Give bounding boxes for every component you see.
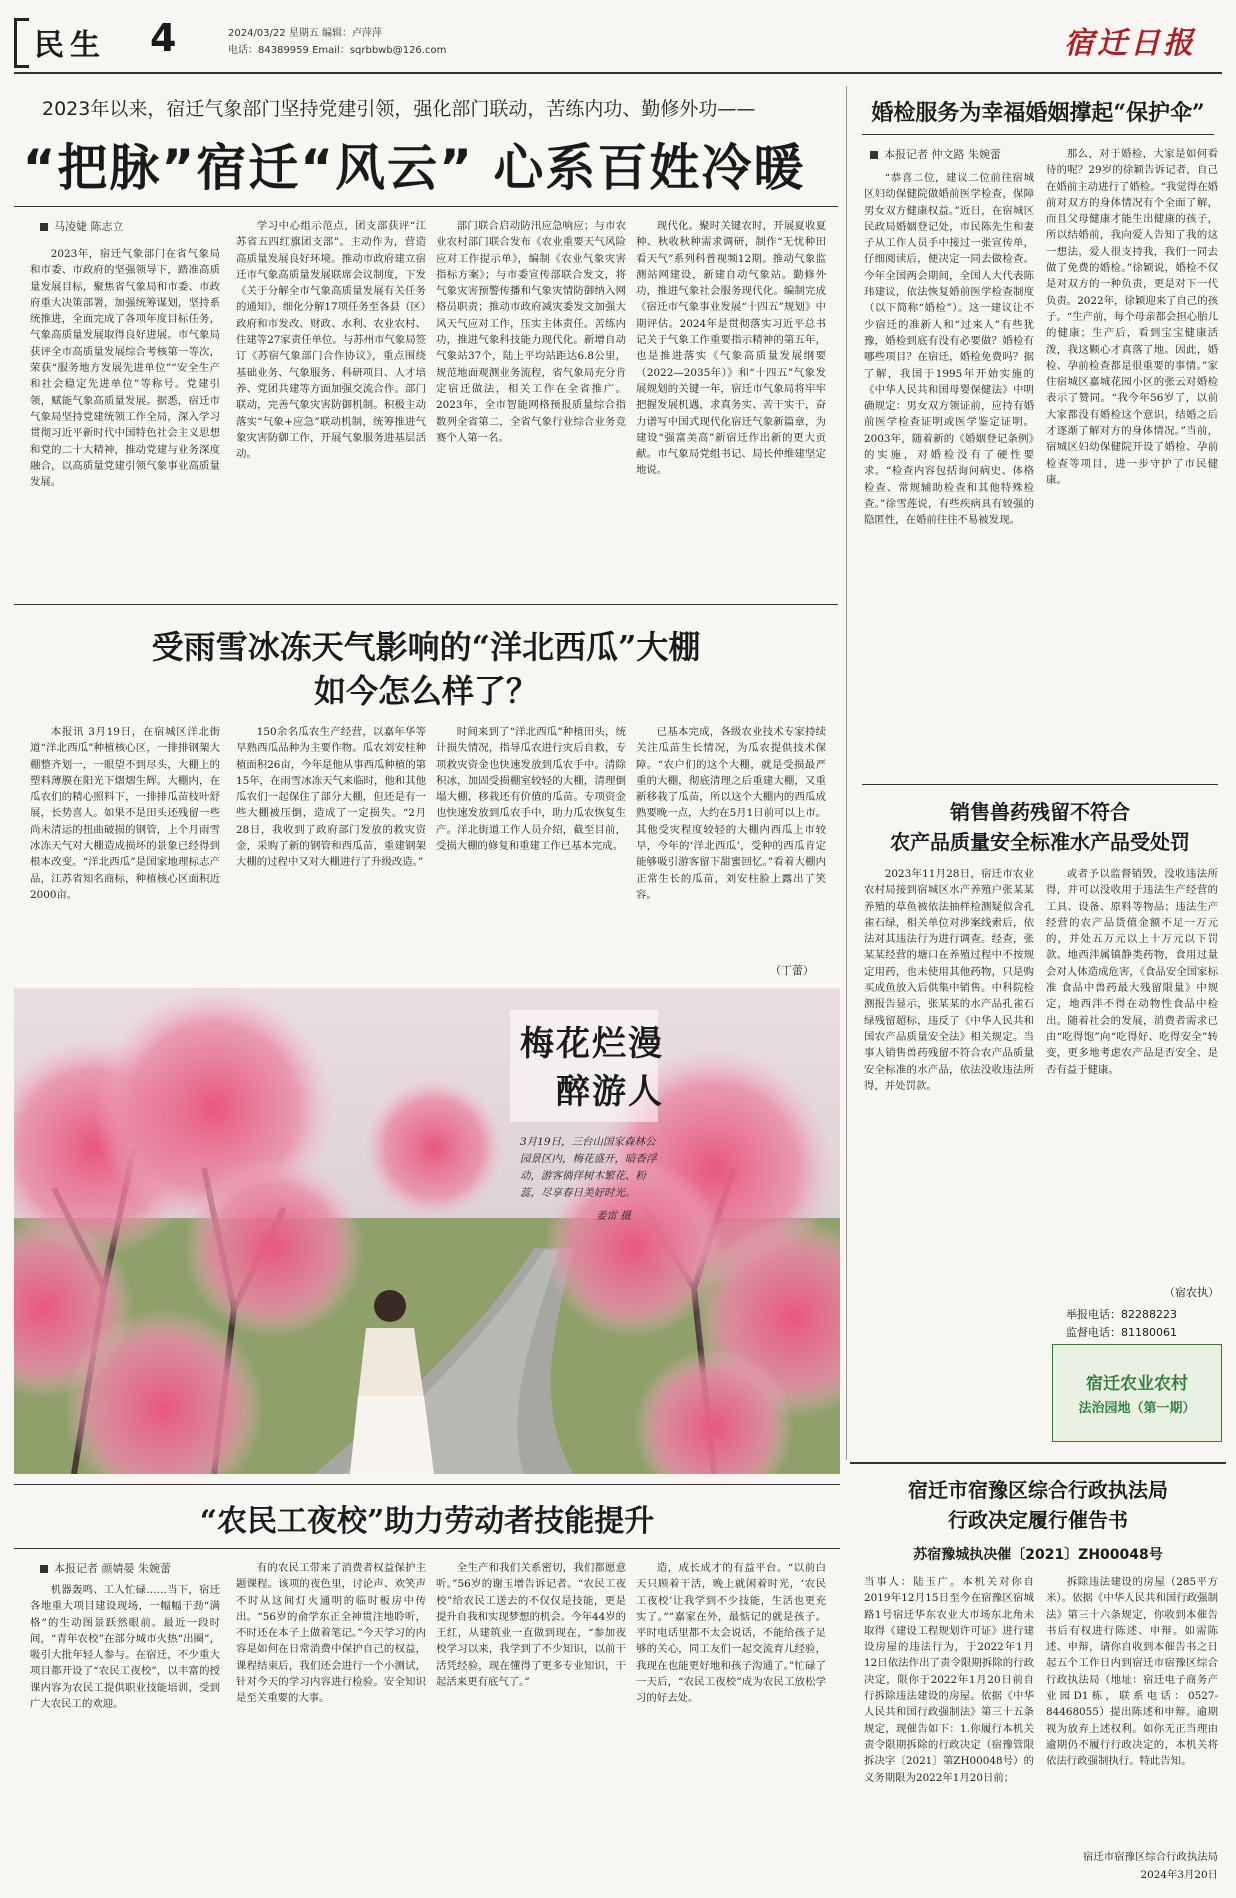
lead-byline: 马凌婕 陈志立 bbox=[40, 218, 124, 234]
logo-title: 宿迁农业农村 bbox=[1086, 1374, 1188, 1394]
notice-date: 2024年3月20日 bbox=[1140, 1869, 1218, 1881]
notice-doc-no: 苏宿豫城执决催〔2021〕ZH00048号 bbox=[913, 1547, 1163, 1563]
night-col-2: 有的农民工带来了消费者权益保护主题课程。该项的夜色里，讨论声、欢笑声不时从这间灯火通明的临时板房中传出。“56岁的俞学东正全神贯注地聆听，不时还在本子上做着笔记。”今天学习的内容是如何在日常消费中保护自己的权益，课程结束后，我们还会进行一个小测试，针对今天的学习内容进行检验。安全知识是至关重要的大事。 bbox=[236, 1562, 426, 1705]
notice-col-1: 当事人：陆玉广。本机关对你自2019年12月15日至今在宿豫区宿城路1号宿迁华东农业大市场东北角未取得《建设工程规划许可证》进行建设房屋的违法行为，于2022年1月12日依法作出了责令限期拆除的行政决定，限你于2022年1月20日前自行拆除违法建设的房屋。依据《中华人民共和国行政强制法》第三十五条规定，现催告如下：1.你履行本机关责令限期拆除的行政决定（宿豫管限拆决字〔2021〕第ZH00048号）的义务期限为2022年1月20日前； bbox=[864, 1576, 1034, 1784]
section-name: 民生 bbox=[34, 28, 106, 63]
vet-headline-1: 销售兽药残留不符合 bbox=[950, 800, 1130, 824]
lead-col-1: 2023年，宿迁气象部门在省气象局和市委、市政府的坚强领导下，踏准高质量发展目标，聚焦省气象局和市委、市政府重大决策部署，加强统筹谋划，坚持系统推进，全面完成了各项年度目标任务，气象高质量发展取得良好进展。市气象局获评全市高质量发展综合考核第一等次，荣获“服务地方发展先进单位”“安全生产和社会稳定先进单位”等称号。党建引领，赋能气象高质量发展。据悉，宿迁市气象局坚持党建统领工作全局，深入学习贯彻习近平新时代中国特色社会主义思想和党的二十大精神，推动党建与业务深度融合，以高质量党建引领气象事业高质量发展。 bbox=[30, 248, 220, 489]
melon-col-2: 150余名瓜农生产经营，以嘉年华等早熟西瓜品种为主要作物。瓜农刘安柱种植面积26亩，今年是他从事西瓜种植的第15年，在雨雪冰冻天气来临时，他和其他瓜农们一起保住了部分大棚，但还是有一些大棚被压倒，造成了一定损失。“2月28日，我收到了政府部门发放的救灾资金，采购了新的钢管和西瓜苗，重建钢架大棚的过程中又对大棚进行了升级改造。” bbox=[236, 726, 426, 869]
melon-top-rule bbox=[14, 604, 838, 605]
lead-kicker: 2023年以来，宿迁气象部门坚持党建引领，强化部门联动，苦练内功、勤修外功—— bbox=[42, 98, 756, 120]
melon-headline-1: 受雨雪冰冻天气影响的“洋北西瓜”大棚 bbox=[151, 628, 701, 666]
marriage-col-1: “恭喜二位，建议二位前往宿城区妇幼保健院做婚前医学检查，保障男女双方健康权益。”近日，在宿城区民政局婚姻登记处，市民陈先生和妻子从工作人员手中接过一张宣传单，仔细阅读后，便决定一同去做检查。今年全国两会期间，全国人大代表陈玮建议，依法恢复婚前医学检查制度（以下简称“婚检”）。这一建议让不少宿迁的准新人和“过来人”有些犹豫，婚检到底有没有必要做？婚检有哪些项目？在宿迁，婚检免费吗？据了解，我国于1995年开始实施的《中华人民共和国母婴保健法》中明确规定：男女双方领证前，应持有婚前医学检查证明或医学鉴定证明。2003年，随着新的《婚姻登记条例》的实施，对婚检没有了硬性要求。“检查内容包括询问病史、体格检查、常规辅助检查和其他特殊检查。”徐雪莲说，有些疾病具有较强的隐匿性，在婚前往往不易被发现。 bbox=[864, 172, 1034, 527]
masthead bbox=[0, 0, 1236, 76]
notice-col-2: 拆除违法建设的房屋（285平方米）。依据《中华人民共和国行政强制法》第三十六条规定，你收到本催告书后有权进行陈述、申辩。如需陈述、申辩，请你自收到本催告书之日起五个工作日内到宿迁市宿豫区综合行政执法局（地址：宿迁电子商务产业园D1栋，联系电话：0527-84468055）提出陈述和申辩。逾期视为放弃上述权利。如你无正当理由逾期仍不履行行政决定的，本机关将依法行政强制执行。特此告知。 bbox=[1046, 1576, 1218, 1768]
paper-logo: 宿迁日报 bbox=[1064, 26, 1196, 61]
photo-credit: 姜雷 摄 bbox=[596, 1210, 631, 1222]
melon-headline-2: 如今怎么样了？ bbox=[313, 672, 538, 710]
photo-title-1: 梅花烂漫 bbox=[520, 1024, 664, 1064]
night-headline-rule bbox=[14, 1548, 840, 1549]
section-bracket bbox=[14, 18, 29, 68]
lead-col-4: 现代化。聚时关键农时，开展夏收夏种、秋收秋种需求调研，制作“无忧种田看天气”系列科普视频12期。推动气象监测站网建设，新建自动气象站。勤修外功，推进气象社会服务现代化。编制完成《宿迁市气象事业发展“十四五”规划》中期评估。2024年是贯彻落实习近平总书记关于气象工作重要指示精神的第五年，也是推进落实《气象高质量发展纲要（2022—2035年）》和“十四五”气象发展规划的关键一年，宿迁市气象局将牢牢把握发展机遇，求真务实、苦干实干，奋力谱写中国式现代化宿迁气象新篇章，为建设“强富美高”新宿迁作出新的更大贡献。市气象局党组书记、局长仲维建坚定地说。 bbox=[636, 220, 826, 477]
night-byline: 本报记者 颜婧晏 朱婉蕾 bbox=[40, 1560, 171, 1576]
night-top-rule bbox=[14, 1484, 840, 1485]
contact-line: 电话：84389959 Email：sqrbbwb@126.com bbox=[228, 45, 447, 56]
plum-blossom-illustration bbox=[14, 988, 840, 1474]
marriage-headline: 婚检服务为幸福婚姻撑起“保护伞” bbox=[871, 100, 1205, 126]
photo-caption: 3月19日，三台山国家森林公园景区内，梅花盛开，暗香浮动，游客徜徉树木繁花、粉蕊，尽享春日美好时光。 bbox=[520, 1136, 657, 1199]
photo-title-2: 醉游人 bbox=[556, 1072, 664, 1112]
melon-col-3: 时间来到了“洋北西瓜”种植田头，统计损失情况，指导瓜农进行灾后自救，专项救灾资金也快速发放到瓜农手中。清除积冰，加固受损棚室较轻的大棚，清理倒塌大棚，移栽还有价值的瓜苗。专项资金也快速发放到瓜农手中，助力瓜农恢复生产。洋北街道工作人员介绍，截至目前，受损大棚的修复和重建工作已基本完成。 bbox=[436, 726, 626, 853]
logo-subtitle: 法治园地（第一期） bbox=[1078, 1401, 1196, 1416]
vet-top-rule bbox=[862, 784, 1218, 785]
notice-title-1: 宿迁市宿豫区综合行政执法局 bbox=[908, 1478, 1168, 1502]
right-divider bbox=[846, 86, 847, 1460]
marriage-byline: 本报记者 仲文路 朱婉蕾 bbox=[870, 146, 1001, 162]
night-col-4: 造，成长成才的有益平台。“以前白天只顾着干活，晚上就闲着时光，‘农民工夜校’让我学到不少技能，生活也更充实了。”“嘉家在外，最惦记的就是孩子。平时电话里都不太会说话，不能给孩子足够的关心，同工友们一起交流育儿经验，我现在也能更好地和孩子沟通了。”忙碌了一天后，“农民工夜校”成为农民工放松学习的好去处。 bbox=[636, 1562, 826, 1705]
lead-rule bbox=[14, 206, 838, 207]
legal-garden-logo bbox=[1052, 1344, 1222, 1442]
date-line: 2024/03/22 星期五 编辑：卢萍萍 bbox=[228, 28, 382, 39]
night-col-1: 机器轰鸣、工人忙碌……当下，宿迁各地重大项目建设现场，一幅幅干劲“满格”的生动图景跃然眼前。最近一段时间，“青年农校”在部分城市火热“出圈”，吸引大批年轻人参与。在宿迁，不少重大项目都开设了“农民工夜校”，以丰富的授课内容为农民工提供职业技能培训，受到广大农民工的欢迎。 bbox=[30, 1584, 220, 1711]
notice-title-2: 行政决定履行催告书 bbox=[948, 1508, 1128, 1532]
report-phone: 举报电话：82288223 bbox=[1066, 1308, 1177, 1321]
page-number: 4 bbox=[150, 16, 177, 60]
lead-col-2: 学习中心组示范点，团支部获评“江苏省五四红旗团支部”。主动作为，营造高质量发展良好环境。推动市政府建立宿迁市气象高质量发展联席会议制度，下发《关于分解全市气象高质量发展有关任务的通知》，细化分解17项任务至各县（区）政府和市发改、财政、水利、农业农村、住建等27家责任单位。与苏州市气象局签订《苏宿气象部门合作协议》，重点围绕基础业务、气象服务、科研项目、人才培养、党团共建等方面加强交流合作。部门联动，完善气象灾害防御机制。积极主动落实“气象+应急”联动机制，统筹推进气象灾害防御工作，开展气象服务进基层活动。 bbox=[236, 220, 426, 461]
vet-headline-2: 农产品质量安全标准水产品受处罚 bbox=[890, 830, 1190, 854]
plum-blossom-photo bbox=[14, 988, 840, 1474]
masthead-rule bbox=[14, 72, 1222, 74]
marriage-col-2: 那么，对于婚检，大家是如何看待的呢？29岁的徐颖告诉记者，自己在婚前主动进行了婚检。“我觉得在婚前对双方的身体情况有个全面了解，而且父母健康才能生出健康的孩子，所以结婚前，我向爱人告知了我的这一想法，爱人很支持我，我们一同去做了免费的婚检。”徐颖说，婚检不仅是对双方的一种负责，更是对下一代负责。2022年，徐颖迎来了自己的孩子。“生产前，每个母亲都会担心胎儿的健康；生产后，看到宝宝健康活泼，我这颗心才真落了地。因此，婚检、孕前检查都是很重要的事情。”家住宿城区嘉城花园小区的张云对婚检表示了赞同。“我今年56岁了，以前大家都没有婚检这个意识，结婚之后才逐渐了解对方的身体情况。”当前，宿城区妇幼保健院开设了婚检、孕前检查等项目，进一步守护了市民健康。 bbox=[1046, 148, 1218, 486]
melon-col-1: 本报讯 3月19日，在宿城区洋北街道“洋北西瓜”种植核心区，一排排钢架大棚整齐划一，一眼望不到尽头，大棚上的塑料薄膜在阳光下熠熠生辉。大棚内，在瓜农们的精心照料下，一排排瓜苗枝叶舒展，长势喜人。如果不是田头还残留一些尚未清运的扭曲破损的钢管，上个月雨雪冰冻天气对大棚造成损坏的景象已经得到根本改变。“洋北西瓜”是国家地理标志产品，江苏省知名商标，种植核心区面积近2000亩。 bbox=[30, 726, 220, 901]
melon-author-tag: （丁蕾） bbox=[770, 964, 814, 977]
night-headline: “农民工夜校”助力劳动者技能提升 bbox=[199, 1504, 655, 1539]
lead-col-3: 部门联合启动防汛应急响应；与市农业农村部门联合发布《农业重要天气风险应对工作提示单》，编制《农业气象灾害指标方案》；与市委宣传部联合发文，将气象灾害预警传播和气象灾情防御纳入网格员职责；推动市政府减灾委发文加强大风天气应对工作，压实主体责任。苦练内功，推进气象科技能力现代化。新增自动气象站37个，陆上平均站距达6.8公里，规范地面观测业务流程，省气象局充分肯定宿迁做法，相关工作在全省推广。2023年，全市智能网格预报质量综合指数列全省第二，全省气象行业综合业务竞赛个人第一名。 bbox=[436, 220, 626, 444]
lead-headline: “把脉”宿迁“风云” 心系百姓冷暖 bbox=[22, 139, 806, 197]
night-col-3: 全生产和我们关系密切，我们都愿意听。”56岁的谢玉增告诉记者。“农民工夜校”给农民工送去的不仅仅是技能，更是提升自我和实现梦想的机会。今年44岁的王红，从建筑业一直做到现在，“参加夜校学习以来，我学到了不少知识，以前干活凭经验，现在懂得了更多专业知识，干起活来更有底气了。” bbox=[436, 1562, 626, 1689]
vet-author-tag: （宿农执） bbox=[1164, 1286, 1219, 1299]
notice-signer: 宿迁市宿豫区综合行政执法局 bbox=[1082, 1851, 1218, 1863]
vet-col-1: 2023年11月28日，宿迁市农业农村局接到宿城区水产养殖户张某某养殖的草鱼被依法抽样检测疑似含孔雀石绿，相关单位对涉案线索后，依法对其违法行为进行调查。经查，张某某经营的塘口在养殖过程中不按规定用药，也未使用其他药物，只是购买成鱼放入后供集中销售。中科院检测报告显示，张某某的水产品孔雀石绿残留超标，违反了《中华人民共和国农产品质量安全法》相关规定。当事人销售兽药残留不符合农产品质量安全标准的水产品，依法没收违法所得，并处罚款。 bbox=[864, 868, 1034, 1092]
melon-col-4: 已基本完成，各级农业技术专家持续关注瓜苗生长情况，为瓜农提供技术保障。“农户们的这个大棚，就是受损最严重的大棚，彻底清理之后重建大棚，又重新移栽了瓜苗，所以这个大棚内的西瓜成熟要晚一点，大约在5月1日前可以上市。其他受灾程度较轻的大棚内西瓜上市较早，今年的‘洋北西瓜’，受种的西瓜肯定能够吸引游客留下甜蜜回忆。”看着大棚内正常生长的瓜苗，刘安柱脸上露出了笑容。 bbox=[636, 726, 826, 901]
marriage-rule bbox=[862, 134, 1214, 135]
supervise-phone: 监督电话：81180061 bbox=[1066, 1326, 1177, 1339]
vet-col-2: 或者予以监督销毁，没收违法所得，并可以没收用于违法生产经营的工具、设备、原料等物品；违法生产经营的农产品货值金额不足一万元的，并处五万元以上十万元以下罚款。地西泮属镇静类药物，食用过量会对人体造成危害，《食品安全国家标准 食品中兽药最大残留限量》中规定，地西泮不得在动物性食品中检出。随着社会的发展，消费者需求已由“吃得饱”向“吃得好、吃得安全”转变，更多地考虑农产品是否安全、是否有益于健康。 bbox=[1046, 868, 1218, 1076]
